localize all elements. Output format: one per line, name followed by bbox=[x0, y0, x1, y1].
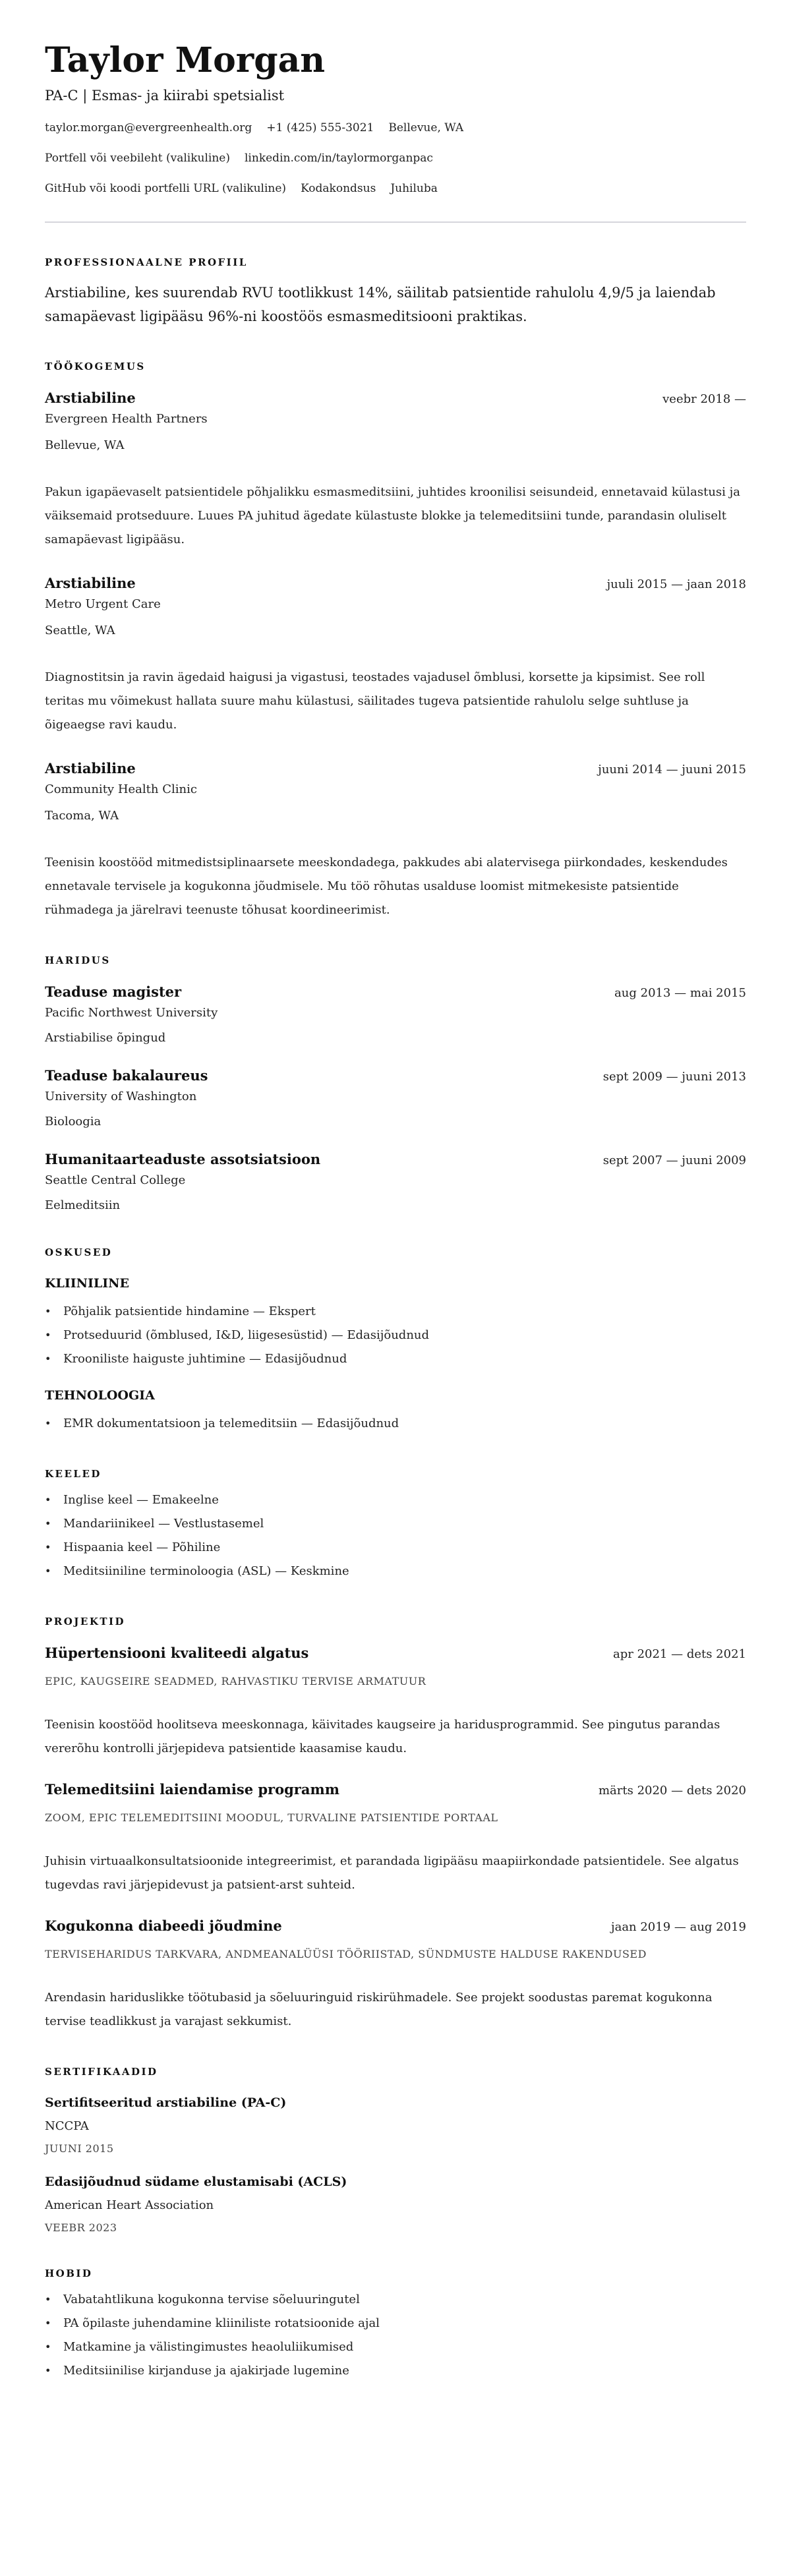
contact-github[interactable]: GitHub või koodi portfelli URL (valikuline) bbox=[45, 182, 287, 195]
field-of-study: Eelmeditsiin bbox=[45, 1198, 121, 1212]
contact-citizenship: Kodakondsus bbox=[301, 182, 376, 195]
project-description: Arendasin hariduslikke töötubasid ja sõeluuringuid riskirühmadele. See projekt soodustas paremat kogukonna tervise teadlikkust ja varajast sekkumist. bbox=[45, 1991, 713, 2028]
degree-dates: aug 2013 — mai 2015 bbox=[614, 986, 746, 1000]
job-description: Diagnostitsin ja ravin ägedaid haigusi ja vigastusi, teostades vajadusel õmblusi, korsette ja kipsimist. See roll teritas mu võimekust hallata suure mahu külastusi, säilitades tugeva patsientide rahulolu selge suhtluse ja õigeaegse ravi kaudu. bbox=[45, 670, 705, 732]
hobby-item: • PA õpilaste juhendamine kliiniliste rotatsioonide ajal bbox=[45, 2312, 746, 2335]
contact-row bbox=[45, 181, 746, 196]
contact-phone[interactable]: +1 (425) 555-3021 bbox=[266, 121, 374, 134]
education-entry bbox=[45, 1150, 746, 1214]
project-dates: apr 2021 — dets 2021 bbox=[612, 1647, 746, 1661]
projects-section bbox=[45, 1615, 746, 2034]
skill-item: • Põhjalik patsientide hindamine — Ekspert bbox=[45, 1300, 746, 1324]
project-description: Juhisin virtuaalkonsultatsioonide integreerimist, et parandada ligipääsu maapiirkondade patsientidele. See algatus tugevdas ravi järjepidevust ja patsient-arst suhteid. bbox=[45, 1854, 739, 1892]
candidate-name: Taylor Morgan bbox=[45, 40, 326, 80]
project-name: Hüpertensiooni kvaliteedi algatus bbox=[45, 1645, 309, 1661]
section-title-certifications: SERTIFIKAADID bbox=[45, 2066, 158, 2078]
certification-name: Edasijõudnud südame elustamisabi (ACLS) bbox=[45, 2175, 347, 2189]
job-dates: juuli 2015 — jaan 2018 bbox=[606, 577, 746, 591]
experience-entry bbox=[45, 389, 746, 552]
contact-location: Bellevue, WA bbox=[388, 121, 464, 134]
certification-date: JUUNI 2015 bbox=[45, 2142, 114, 2155]
degree-title: Teaduse magister bbox=[45, 983, 182, 1000]
degree-title: Humanitaarteaduste assotsiatsioon bbox=[45, 1151, 321, 1167]
project-tech: TERVISEHARIDUS TARKVARA, ANDMEANALÜÜSI TÖÖRIISTAD, SÜNDMUSTE HALDUSE RAKENDUSED bbox=[45, 1948, 647, 1960]
project-tech: EPIC, KAUGSEIRE SEADMED, RAHVASTIKU TERVISE ARMATUUR bbox=[45, 1675, 426, 1687]
job-title: Arstiabiline bbox=[45, 760, 136, 776]
project-name: Kogukonna diabeedi jõudmine bbox=[45, 1917, 282, 1934]
school-name: Pacific Northwest University bbox=[45, 1006, 218, 1020]
section-title-projects: PROJEKTID bbox=[45, 1616, 126, 1627]
section-title-skills: OSKUSED bbox=[45, 1246, 113, 1258]
job-title: Arstiabiline bbox=[45, 390, 136, 406]
school-name: University of Washington bbox=[45, 1090, 197, 1103]
degree-dates: sept 2007 — juuni 2009 bbox=[602, 1154, 746, 1167]
section-title-education: HARIDUS bbox=[45, 954, 111, 966]
job-description: Teenisin koostööd mitmedistsiplinaarsete meeskondadega, pakkudes abi alatervisega piirkondades, keskendudes ennetavale tervisele ja kogukonna jõudmisele. Mu töö rõhutas usalduse loomist mitmekesiste patsientide rühmadega ja järelravi teenuste tõhusat koordineerimist. bbox=[45, 856, 728, 917]
profile-summary: Arstiabiline, kes suurendab RVU tootlikkust 14%, säilitab patsientide rahulolu 4,9/5 ja laiendab samapäevast ligipääsu 96%-ni koostöös esmasmeditsiooni praktikas. bbox=[45, 285, 716, 324]
job-description: Pakun igapäevaselt patsientidele põhjalikku esmasmeditsiini, juhtides kroonilisi seisundeid, ennetavaid külastusi ja väiksemaid protseduure. Luues PA juhitud ägedate külastuste blokke ja telemeditsiini tunde, parandasin oluliselt samapäevast ligipääsu. bbox=[45, 485, 740, 546]
project-entry bbox=[45, 1917, 746, 2034]
contact-linkedin[interactable]: linkedin.com/in/taylormorganpac bbox=[245, 152, 433, 165]
certification-date: VEEBR 2023 bbox=[45, 2221, 117, 2234]
job-dates: veebr 2018 — bbox=[662, 392, 746, 406]
project-entry bbox=[45, 1780, 746, 1897]
certification-issuer: American Heart Association bbox=[45, 2198, 214, 2212]
section-title-profile: PROFESSIONAALNE PROFIIL bbox=[45, 256, 248, 268]
language-item: • Hispaania keel — Põhiline bbox=[45, 1536, 746, 1560]
education-entry bbox=[45, 983, 746, 1047]
job-location: Seattle, WA bbox=[45, 624, 115, 637]
experience-section bbox=[45, 360, 746, 922]
certification-issuer: NCCPA bbox=[45, 2119, 89, 2133]
skill-category-technology: TEHNOLOOGIA bbox=[45, 1388, 155, 1403]
project-dates: jaan 2019 — aug 2019 bbox=[611, 1920, 746, 1934]
section-title-experience: TÖÖKOGEMUS bbox=[45, 361, 146, 372]
candidate-headline: PA-C | Esmas- ja kiirabi spetsialist bbox=[45, 88, 285, 103]
header-divider bbox=[45, 221, 746, 223]
skill-item: • EMR dokumentatsioon ja telemeditsiin — Edasijõudnud bbox=[45, 1412, 746, 1436]
job-employer: Community Health Clinic bbox=[45, 782, 197, 796]
skill-item: • Krooniliste haiguste juhtimine — Edasijõudnud bbox=[45, 1347, 746, 1371]
project-tech: ZOOM, EPIC TELEMEDITSIINI MOODUL, TURVALINE PATSIENTIDE PORTAAL bbox=[45, 1811, 498, 1824]
certification-entry bbox=[45, 2173, 746, 2235]
field-of-study: Arstiabilise õpingud bbox=[45, 1031, 166, 1045]
language-item: • Inglise keel — Emakeelne bbox=[45, 1488, 746, 1512]
skills-section bbox=[45, 1246, 746, 1436]
experience-entry bbox=[45, 759, 746, 922]
job-dates: juuni 2014 — juuni 2015 bbox=[598, 763, 746, 776]
contact-portfolio[interactable]: Portfell või veebileht (valikuline) bbox=[45, 152, 230, 165]
hobby-item: • Vabatahtlikuna kogukonna tervise sõeluuringutel bbox=[45, 2288, 746, 2312]
education-section bbox=[45, 954, 746, 1214]
certification-entry bbox=[45, 2094, 746, 2156]
education-entry bbox=[45, 1067, 746, 1130]
skill-item: • Protseduurid (õmblused, I&D, liigesesüstid) — Edasijõudnud bbox=[45, 1324, 746, 1347]
job-employer: Evergreen Health Partners bbox=[45, 412, 208, 426]
profile-section bbox=[45, 256, 746, 328]
languages-section bbox=[45, 1467, 746, 1583]
contact-email[interactable]: taylor.morgan@evergreenhealth.org bbox=[45, 121, 252, 134]
project-description: Teenisin koostööd hoolitseva meeskonnaga, käivitades kaugseire ja haridusprogrammid. See pingutus parandas vererõhu kontrolli järjepideva patsientide kaasamise kaudu. bbox=[45, 1718, 720, 1755]
skill-list-technology bbox=[45, 1412, 746, 1436]
skill-category-clinical: KLIINILINE bbox=[45, 1276, 129, 1291]
hobbies-section bbox=[45, 2267, 746, 2383]
field-of-study: Bioloogia bbox=[45, 1115, 102, 1128]
certifications-section bbox=[45, 2065, 746, 2235]
language-list bbox=[45, 1488, 746, 1583]
section-title-languages: KEELED bbox=[45, 1468, 102, 1480]
experience-entry bbox=[45, 574, 746, 737]
project-entry bbox=[45, 1644, 746, 1761]
job-location: Tacoma, WA bbox=[45, 809, 119, 823]
project-name: Telemeditsiini laiendamise programm bbox=[45, 1781, 339, 1798]
language-item: • Meditsiiniline terminoloogia (ASL) — Keskmine bbox=[45, 1560, 746, 1583]
degree-title: Teaduse bakalaureus bbox=[45, 1067, 208, 1084]
language-item: • Mandariinikeel — Vestlustasemel bbox=[45, 1512, 746, 1536]
contact-row bbox=[45, 120, 746, 136]
contact-row bbox=[45, 150, 746, 166]
certification-name: Sertifitseeritud arstiabiline (PA-C) bbox=[45, 2095, 287, 2110]
school-name: Seattle Central College bbox=[45, 1173, 186, 1187]
degree-dates: sept 2009 — juuni 2013 bbox=[602, 1070, 746, 1084]
hobby-list bbox=[45, 2288, 746, 2383]
section-title-hobbies: HOBID bbox=[45, 2268, 93, 2279]
hobby-item: • Matkamine ja välistingimustes heaoluliikumised bbox=[45, 2335, 746, 2359]
job-employer: Metro Urgent Care bbox=[45, 597, 161, 611]
job-title: Arstiabiline bbox=[45, 575, 136, 591]
contact-drivers-license: Juhiluba bbox=[390, 182, 438, 195]
skill-list-clinical bbox=[45, 1300, 746, 1371]
project-dates: märts 2020 — dets 2020 bbox=[598, 1784, 746, 1798]
resume-header bbox=[45, 41, 746, 223]
hobby-item: • Meditsiinilise kirjanduse ja ajakirjade lugemine bbox=[45, 2359, 746, 2383]
job-location: Bellevue, WA bbox=[45, 438, 125, 452]
